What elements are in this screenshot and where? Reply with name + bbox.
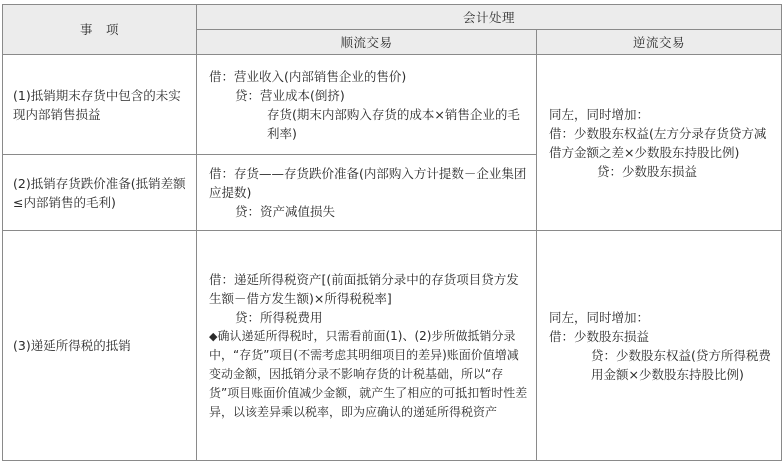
item-cell-1: (1)抵销期末存货中包含的未实现内部销售损益 (3, 55, 197, 155)
accounting-table (2, 4, 781, 472)
header-item: 事 项 (3, 5, 197, 55)
downstream-cell-3 (197, 231, 537, 461)
entry-debit: 借：递延所得税资产[(前面抵销分录中的存货项目贷方发生额－借方发生额)×所得税税率] (209, 271, 519, 306)
downstream-cell-1 (197, 55, 537, 155)
entry-same: 同左，同时增加： (549, 106, 650, 122)
entry-same: 同左，同时增加： (549, 309, 650, 325)
diamond-icon: ◆ (209, 329, 218, 343)
entry-credit-sub: 存货(期末内部购入存货的成本×销售企业的毛利率) (267, 106, 520, 141)
header-downstream: 顺流交易 (197, 30, 537, 55)
upstream-cell-3 (537, 231, 782, 461)
downstream-cell-2 (197, 155, 537, 231)
entry-debit: 借：少数股东权益(左方分录存货贷方减借方金额之差×少数股东持股比例) (549, 125, 767, 160)
item-cell-2: (2)抵销存货跌价准备(抵销差额≤内部销售的毛利) (3, 155, 197, 231)
entry-credit: 贷：营业成本(倒挤) (235, 87, 345, 103)
item-cell-3: (3)递延所得税的抵销 (3, 231, 197, 461)
note-text: 确认递延所得税时，只需看前面(1)、(2)步所做抵销分录中，“存货”项目(不需考虑其明细项目的差异)账面价值增减变动金额，因抵销分录不影响存货的计税基础，所以“存货”项目账面价值减少金额，就产生了相应的可抵扣暂时性差异，以该差异乘以税率，即为应确认的递延所得税资产 (209, 328, 528, 419)
entry-debit: 借：少数股东损益 (549, 328, 650, 344)
entry-debit: 借：存货——存货跌价准备(内部购入方计提数－企业集团应提数) (209, 166, 527, 200)
entry-credit: 贷：少数股东损益 (597, 163, 698, 179)
entry-credit: 贷：少数股东权益(贷方所得税费用金额×少数股东持股比例) (591, 347, 771, 382)
entry-credit: 贷：所得税费用 (235, 309, 323, 325)
header-accounting: 会计处理 (197, 5, 782, 30)
header-upstream: 逆流交易 (537, 30, 782, 55)
upstream-cell-1 (537, 55, 782, 231)
note-paragraph (209, 327, 530, 422)
entry-debit: 借：营业收入(内部销售企业的售价) (209, 68, 407, 84)
entry-credit: 贷：资产减值损失 (235, 204, 336, 219)
